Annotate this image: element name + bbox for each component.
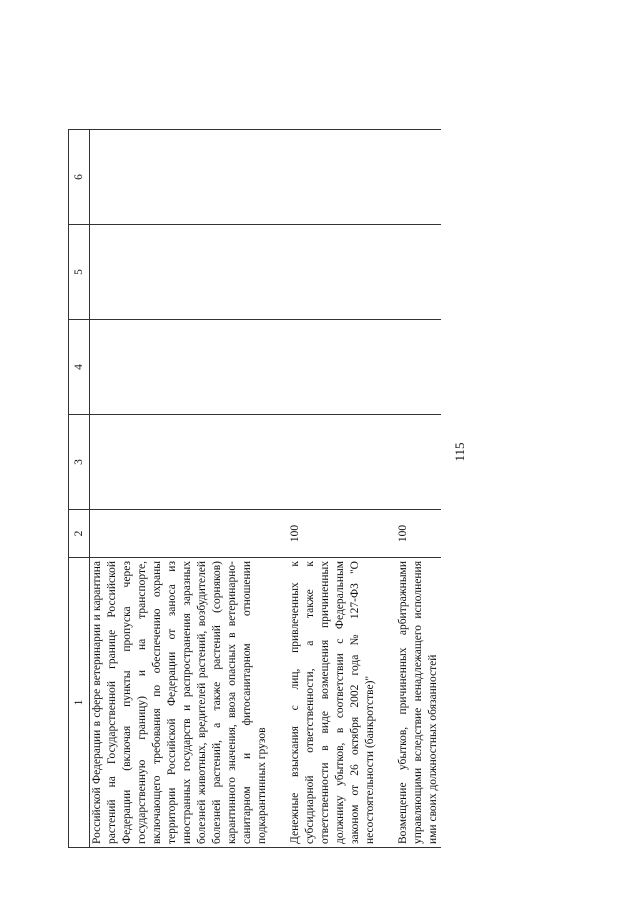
row-value [288,415,396,510]
row-value [90,130,289,225]
table-row [288,130,396,848]
rotated-page [28,28,583,848]
header-cell: 1 [69,558,90,848]
row-description: Денежные взыскания с лиц, привлеченных к субсидиарной ответственности, а также к ответственности в виде возмещения причиненных должнику убытков, в соответствии с Федеральным законом от 26 октября 2002 года № 127-ФЗ "О несостоятельности (банкротстве)" [288,558,396,848]
page-number: 115 [452,442,467,462]
header-cell: 6 [69,130,90,225]
table-row [396,130,441,848]
header-cell: 2 [69,510,90,558]
row-value: 100 [396,510,441,558]
row-value: 100 [288,510,396,558]
row-value [288,320,396,415]
row-value [396,415,441,510]
row-value [396,320,441,415]
header-cell: 5 [69,225,90,320]
row-value [90,320,289,415]
budget-table [68,129,441,848]
header-row [69,130,90,848]
header-cell: 3 [69,415,90,510]
row-value [396,130,441,225]
row-value [288,130,396,225]
table-row [90,130,289,848]
row-value [396,225,441,320]
row-value [90,415,289,510]
row-value [90,225,289,320]
row-value [288,225,396,320]
row-value [90,510,289,558]
row-description: Возмещение убытков, причиненных арбитражными управляющими вследствие ненадлежащего исполнения ими своих должностных обязанностей [396,558,441,848]
header-cell: 4 [69,320,90,415]
row-description: Российской Федерации в сфере ветеринарии и карантина растений на Государственной границе Российской Федерации (включая пункты пропуска через государственную границу) и на транспорте, включающего требования по обеспечению охраны территории Российской Федерации от заноса из иностранных государств и распространения заразных болезней животных, вредителей растений, возбудителей болезней растений, а также растений (сорняков) карантинного значения, ввоза опасных в ветеринарно-санитарном и фитосанитарном отношении подкарантинных грузов [90,558,289,848]
